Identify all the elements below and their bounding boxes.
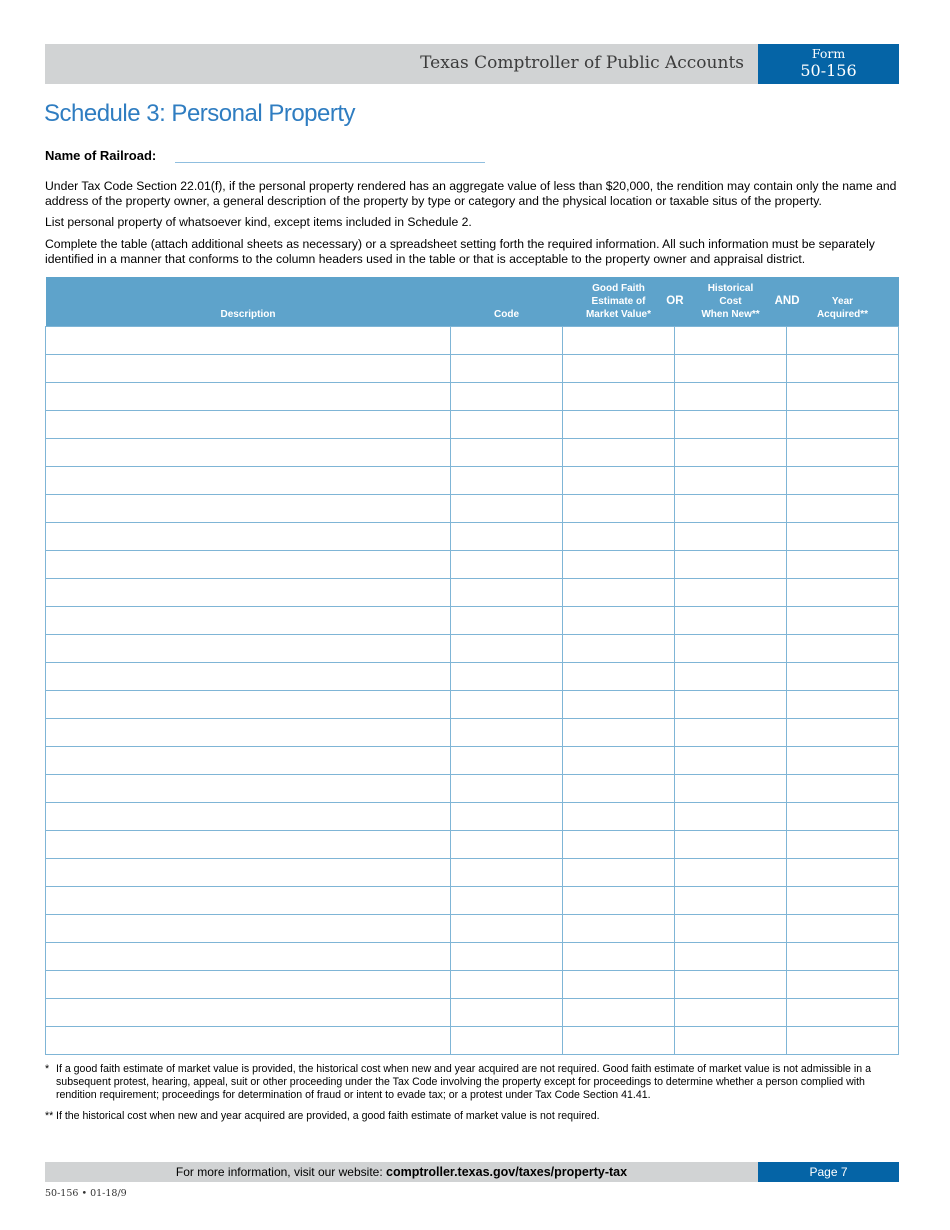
paragraph-tax-code: Under Tax Code Section 22.01(f), if the personal property rendered has an aggregate value of less than $20,000, the rendition may contain only the name and address of the property owner, a general description of the property by type or category and the physical location or taxable situs of the property. <box>45 179 897 208</box>
cell-description[interactable] <box>46 690 451 718</box>
cell-year-acquired[interactable] <box>787 326 899 354</box>
cell-market-value[interactable] <box>563 606 675 634</box>
cell-market-value[interactable] <box>563 578 675 606</box>
header-historical-cost-line1: Historical <box>707 282 754 294</box>
cell-market-value[interactable] <box>563 802 675 830</box>
cell-description[interactable] <box>46 858 451 886</box>
cell-description[interactable] <box>46 522 451 550</box>
cell-code[interactable] <box>451 634 563 662</box>
form-revision-id: 50-156 • 01-18/9 <box>45 1188 127 1199</box>
cell-market-value[interactable] <box>563 774 675 802</box>
cell-historical-cost[interactable] <box>675 382 787 410</box>
cell-description[interactable] <box>46 578 451 606</box>
cell-description[interactable] <box>46 970 451 998</box>
table-header-row <box>46 277 899 326</box>
cell-description[interactable] <box>46 326 451 354</box>
header-market-value <box>563 277 684 326</box>
paragraph-complete-table: Complete the table (attach additional sheets as necessary) or a spreadsheet setting forth the required information. All such information must be separately identified in a manner that conforms to the column headers used in the table or that is acceptable to the property owner and appraisal district. <box>45 237 875 266</box>
header-market-value-line3: Market Value* <box>585 308 652 320</box>
table-row <box>46 718 899 746</box>
cell-market-value[interactable] <box>563 662 675 690</box>
cell-code[interactable] <box>451 522 563 550</box>
cell-description[interactable] <box>46 774 451 802</box>
cell-historical-cost[interactable] <box>675 578 787 606</box>
cell-market-value[interactable] <box>563 1026 675 1054</box>
cell-historical-cost[interactable] <box>675 746 787 774</box>
table-row <box>46 830 899 858</box>
agency-name: Texas Comptroller of Public Accounts <box>420 53 744 73</box>
cell-description[interactable] <box>46 550 451 578</box>
cell-year-acquired[interactable] <box>787 410 899 438</box>
cell-code[interactable] <box>451 1026 563 1054</box>
page-number: Page 7 <box>758 1162 899 1182</box>
cell-description[interactable] <box>46 746 451 774</box>
header-historical-cost-line3: When New** <box>701 308 760 320</box>
cell-description[interactable] <box>46 718 451 746</box>
table-row <box>46 970 899 998</box>
cell-market-value[interactable] <box>563 410 675 438</box>
cell-historical-cost[interactable] <box>675 970 787 998</box>
cell-historical-cost[interactable] <box>675 550 787 578</box>
cell-code[interactable] <box>451 662 563 690</box>
cell-historical-cost[interactable] <box>675 886 787 914</box>
table-row <box>46 942 899 970</box>
table-row <box>46 998 899 1026</box>
cell-historical-cost[interactable] <box>675 858 787 886</box>
header-description: Description <box>220 308 276 320</box>
cell-code[interactable] <box>451 942 563 970</box>
cell-code[interactable] <box>451 998 563 1026</box>
cell-code[interactable] <box>451 466 563 494</box>
form-number-box <box>758 44 899 84</box>
table-row <box>46 494 899 522</box>
footnote-market-value <box>45 1063 900 1102</box>
cell-code[interactable] <box>451 718 563 746</box>
cell-description[interactable] <box>46 998 451 1026</box>
cell-year-acquired[interactable] <box>787 886 899 914</box>
table-row <box>46 522 899 550</box>
cell-market-value[interactable] <box>563 494 675 522</box>
table-row <box>46 662 899 690</box>
footer-bar <box>45 1162 758 1182</box>
cell-description[interactable] <box>46 942 451 970</box>
footnote-1-mark: * <box>45 1063 50 1075</box>
cell-historical-cost[interactable] <box>675 914 787 942</box>
cell-description[interactable] <box>46 914 451 942</box>
cell-year-acquired[interactable] <box>787 970 899 998</box>
cell-historical-cost[interactable] <box>675 830 787 858</box>
cell-market-value[interactable] <box>563 718 675 746</box>
cell-historical-cost[interactable] <box>675 998 787 1026</box>
cell-year-acquired[interactable] <box>787 774 899 802</box>
cell-market-value[interactable] <box>563 522 675 550</box>
cell-market-value[interactable] <box>563 326 675 354</box>
cell-historical-cost[interactable] <box>675 718 787 746</box>
cell-market-value[interactable] <box>563 466 675 494</box>
form-number: 50-156 <box>800 61 857 80</box>
cell-code[interactable] <box>451 438 563 466</box>
cell-historical-cost[interactable] <box>675 354 787 382</box>
table-row <box>46 578 899 606</box>
cell-historical-cost[interactable] <box>675 1026 787 1054</box>
cell-market-value[interactable] <box>563 830 675 858</box>
cell-code[interactable] <box>451 578 563 606</box>
cell-year-acquired[interactable] <box>787 522 899 550</box>
cell-historical-cost[interactable] <box>675 942 787 970</box>
cell-code[interactable] <box>451 774 563 802</box>
conjunction-or: OR <box>666 295 684 307</box>
cell-historical-cost[interactable] <box>675 522 787 550</box>
header-year-line2: Acquired** <box>816 308 869 320</box>
cell-year-acquired[interactable] <box>787 690 899 718</box>
table-row <box>46 634 899 662</box>
header-historical-cost <box>675 277 800 326</box>
cell-year-acquired[interactable] <box>787 914 899 942</box>
table-row <box>46 438 899 466</box>
cell-description[interactable] <box>46 886 451 914</box>
cell-historical-cost[interactable] <box>675 690 787 718</box>
cell-description[interactable] <box>46 662 451 690</box>
cell-code[interactable] <box>451 690 563 718</box>
cell-description[interactable] <box>46 438 451 466</box>
header-market-value-line2: Estimate of <box>591 295 646 307</box>
cell-year-acquired[interactable] <box>787 662 899 690</box>
cell-code[interactable] <box>451 494 563 522</box>
cell-code[interactable] <box>451 354 563 382</box>
cell-historical-cost[interactable] <box>675 438 787 466</box>
cell-year-acquired[interactable] <box>787 438 899 466</box>
cell-historical-cost[interactable] <box>675 494 787 522</box>
table-body <box>46 326 899 1054</box>
cell-code[interactable] <box>451 550 563 578</box>
form-label: Form <box>811 46 846 61</box>
footer-info-text: For more information, visit our website: <box>175 1165 383 1179</box>
header-historical-cost-line2: Cost <box>719 295 742 307</box>
cell-historical-cost[interactable] <box>675 634 787 662</box>
cell-historical-cost[interactable] <box>675 662 787 690</box>
cell-historical-cost[interactable] <box>675 326 787 354</box>
cell-year-acquired[interactable] <box>787 634 899 662</box>
cell-description[interactable] <box>46 802 451 830</box>
table-row <box>46 774 899 802</box>
table-row <box>46 886 899 914</box>
page-title: Schedule 3: Personal Property <box>44 100 356 127</box>
cell-market-value[interactable] <box>563 690 675 718</box>
cell-historical-cost[interactable] <box>675 466 787 494</box>
cell-year-acquired[interactable] <box>787 802 899 830</box>
cell-market-value[interactable] <box>563 550 675 578</box>
cell-market-value[interactable] <box>563 998 675 1026</box>
cell-market-value[interactable] <box>563 886 675 914</box>
cell-year-acquired[interactable] <box>787 942 899 970</box>
cell-code[interactable] <box>451 410 563 438</box>
table-row <box>46 466 899 494</box>
cell-market-value[interactable] <box>563 858 675 886</box>
header-bar <box>45 44 758 84</box>
cell-market-value[interactable] <box>563 438 675 466</box>
cell-year-acquired[interactable] <box>787 718 899 746</box>
footnote-2-text: If the historical cost when new and year acquired are provided, a good faith estimate of market value is not required. <box>56 1110 600 1122</box>
cell-year-acquired[interactable] <box>787 354 899 382</box>
cell-code[interactable] <box>451 802 563 830</box>
paragraph-list-property: List personal property of whatsoever kind, except items included in Schedule 2. <box>45 215 472 229</box>
table-row <box>46 606 899 634</box>
cell-historical-cost[interactable] <box>675 802 787 830</box>
cell-description[interactable] <box>46 354 451 382</box>
cell-code[interactable] <box>451 970 563 998</box>
cell-code[interactable] <box>451 606 563 634</box>
table-row <box>46 410 899 438</box>
table-row <box>46 550 899 578</box>
table-row <box>46 382 899 410</box>
cell-year-acquired[interactable] <box>787 606 899 634</box>
cell-code[interactable] <box>451 858 563 886</box>
cell-historical-cost[interactable] <box>675 774 787 802</box>
cell-year-acquired[interactable] <box>787 830 899 858</box>
cell-market-value[interactable] <box>563 914 675 942</box>
cell-year-acquired[interactable] <box>787 494 899 522</box>
cell-market-value[interactable] <box>563 382 675 410</box>
table-row <box>46 354 899 382</box>
railroad-name-input[interactable] <box>175 162 485 163</box>
cell-description[interactable] <box>46 606 451 634</box>
table-row <box>46 326 899 354</box>
property-table <box>45 277 898 1055</box>
cell-market-value[interactable] <box>563 970 675 998</box>
cell-description[interactable] <box>46 382 451 410</box>
table-row <box>46 802 899 830</box>
header-market-value-line1: Good Faith <box>592 282 645 294</box>
cell-code[interactable] <box>451 746 563 774</box>
cell-description[interactable] <box>46 410 451 438</box>
cell-year-acquired[interactable] <box>787 746 899 774</box>
cell-historical-cost[interactable] <box>675 410 787 438</box>
cell-year-acquired[interactable] <box>787 550 899 578</box>
railroad-name-label: Name of Railroad: <box>45 148 157 163</box>
cell-historical-cost[interactable] <box>675 606 787 634</box>
footer-website-link[interactable]: comptroller.texas.gov/taxes/property-tax <box>386 1165 628 1179</box>
header-year-line1: Year <box>831 295 854 307</box>
cell-market-value[interactable] <box>563 942 675 970</box>
table-row <box>46 914 899 942</box>
conjunction-and: AND <box>774 295 800 307</box>
cell-year-acquired[interactable] <box>787 578 899 606</box>
cell-year-acquired[interactable] <box>787 466 899 494</box>
cell-description[interactable] <box>46 466 451 494</box>
cell-year-acquired[interactable] <box>787 998 899 1026</box>
cell-code[interactable] <box>451 382 563 410</box>
cell-market-value[interactable] <box>563 634 675 662</box>
cell-year-acquired[interactable] <box>787 1026 899 1054</box>
cell-year-acquired[interactable] <box>787 382 899 410</box>
cell-year-acquired[interactable] <box>787 858 899 886</box>
cell-description[interactable] <box>46 1026 451 1054</box>
footnote-2-mark: ** <box>45 1110 54 1122</box>
table-row <box>46 690 899 718</box>
cell-code[interactable] <box>451 886 563 914</box>
cell-market-value[interactable] <box>563 746 675 774</box>
footnote-1-text: If a good faith estimate of market value is provided, the historical cost when new and year acquired are not required. Good faith estimate of market value is not admissible in a subsequent protest, hearing, appeal, suit or other proceeding under the Tax Code involving the property except for proceedings to determine whether a person complied with rendition requirement; proceedings for determination of fraud or intent to evade tax; or a protest under Tax Code Section 41.41. <box>56 1063 871 1101</box>
cell-market-value[interactable] <box>563 354 675 382</box>
cell-description[interactable] <box>46 494 451 522</box>
table-row <box>46 746 899 774</box>
header-code: Code <box>494 308 519 320</box>
cell-code[interactable] <box>451 326 563 354</box>
header-year-acquired <box>787 277 899 326</box>
cell-code[interactable] <box>451 914 563 942</box>
cell-description[interactable] <box>46 634 451 662</box>
cell-code[interactable] <box>451 830 563 858</box>
cell-description[interactable] <box>46 830 451 858</box>
table-row <box>46 858 899 886</box>
footnote-historical-cost <box>45 1110 900 1123</box>
table-row <box>46 1026 899 1054</box>
